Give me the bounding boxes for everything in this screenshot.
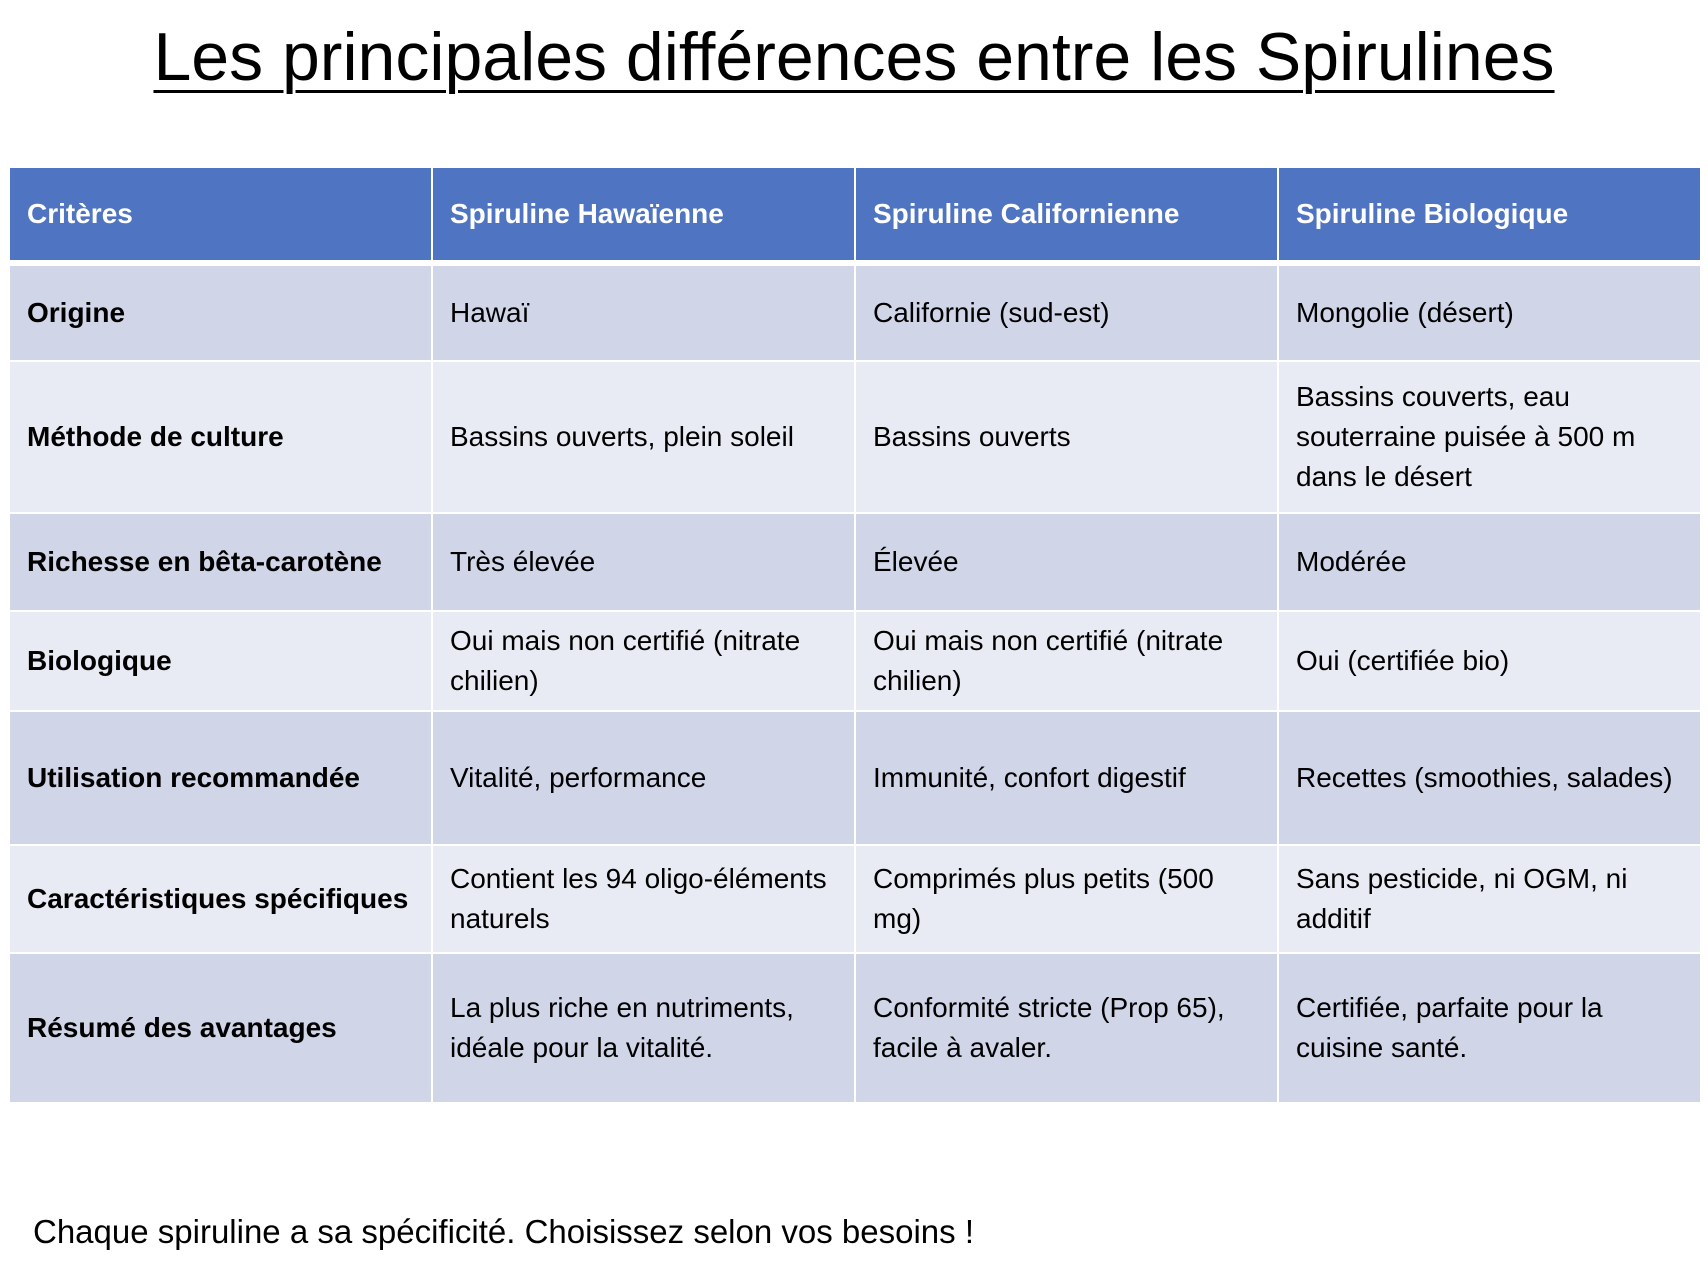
criterion-cell: Biologique bbox=[9, 611, 432, 711]
hawaii-cell: Contient les 94 oligo-éléments naturels bbox=[432, 845, 855, 953]
criterion-cell: Richesse en bêta-carotène bbox=[9, 513, 432, 611]
table-row bbox=[9, 263, 1701, 361]
table-row bbox=[9, 711, 1701, 845]
table-row bbox=[9, 361, 1701, 513]
organic-cell: Oui (certifiée bio) bbox=[1278, 611, 1701, 711]
table-row bbox=[9, 611, 1701, 711]
table-header-row bbox=[9, 167, 1701, 263]
criterion-cell: Résumé des avantages bbox=[9, 953, 432, 1103]
criterion-cell: Utilisation recommandée bbox=[9, 711, 432, 845]
header-hawaii: Spiruline Hawaïenne bbox=[432, 167, 855, 263]
hawaii-cell: Oui mais non certifié (nitrate chilien) bbox=[432, 611, 855, 711]
organic-cell: Bassins couverts, eau souterraine puisée à 500 m dans le désert bbox=[1278, 361, 1701, 513]
hawaii-cell: Hawaï bbox=[432, 263, 855, 361]
california-cell: Oui mais non certifié (nitrate chilien) bbox=[855, 611, 1278, 711]
table-row bbox=[9, 953, 1701, 1103]
footer-note: Chaque spiruline a sa spécificité. Choisissez selon vos besoins ! bbox=[33, 1213, 974, 1250]
organic-cell: Certifiée, parfaite pour la cuisine santé. bbox=[1278, 953, 1701, 1103]
table-row bbox=[9, 513, 1701, 611]
organic-cell: Sans pesticide, ni OGM, ni additif bbox=[1278, 845, 1701, 953]
california-cell: Californie (sud-est) bbox=[855, 263, 1278, 361]
slide-title-text: Les principales différences entre les Spirulines bbox=[153, 19, 1555, 95]
california-cell: Conformité stricte (Prop 65), facile à avaler. bbox=[855, 953, 1278, 1103]
hawaii-cell: Vitalité, performance bbox=[432, 711, 855, 845]
organic-cell: Modérée bbox=[1278, 513, 1701, 611]
california-cell: Comprimés plus petits (500 mg) bbox=[855, 845, 1278, 953]
california-cell: Immunité, confort digestif bbox=[855, 711, 1278, 845]
california-cell: Élevée bbox=[855, 513, 1278, 611]
header-california: Spiruline Californienne bbox=[855, 167, 1278, 263]
header-criteria: Critères bbox=[9, 167, 432, 263]
hawaii-cell: La plus riche en nutriments, idéale pour la vitalité. bbox=[432, 953, 855, 1103]
hawaii-cell: Bassins ouverts, plein soleil bbox=[432, 361, 855, 513]
criterion-cell: Méthode de culture bbox=[9, 361, 432, 513]
hawaii-cell: Très élevée bbox=[432, 513, 855, 611]
california-cell: Bassins ouverts bbox=[855, 361, 1278, 513]
table-row bbox=[9, 845, 1701, 953]
header-organic: Spiruline Biologique bbox=[1278, 167, 1701, 263]
comparison-table bbox=[8, 166, 1702, 1104]
slide-title bbox=[0, 14, 1708, 100]
organic-cell: Mongolie (désert) bbox=[1278, 263, 1701, 361]
criterion-cell: Caractéristiques spécifiques bbox=[9, 845, 432, 953]
organic-cell: Recettes (smoothies, salades) bbox=[1278, 711, 1701, 845]
criterion-cell: Origine bbox=[9, 263, 432, 361]
